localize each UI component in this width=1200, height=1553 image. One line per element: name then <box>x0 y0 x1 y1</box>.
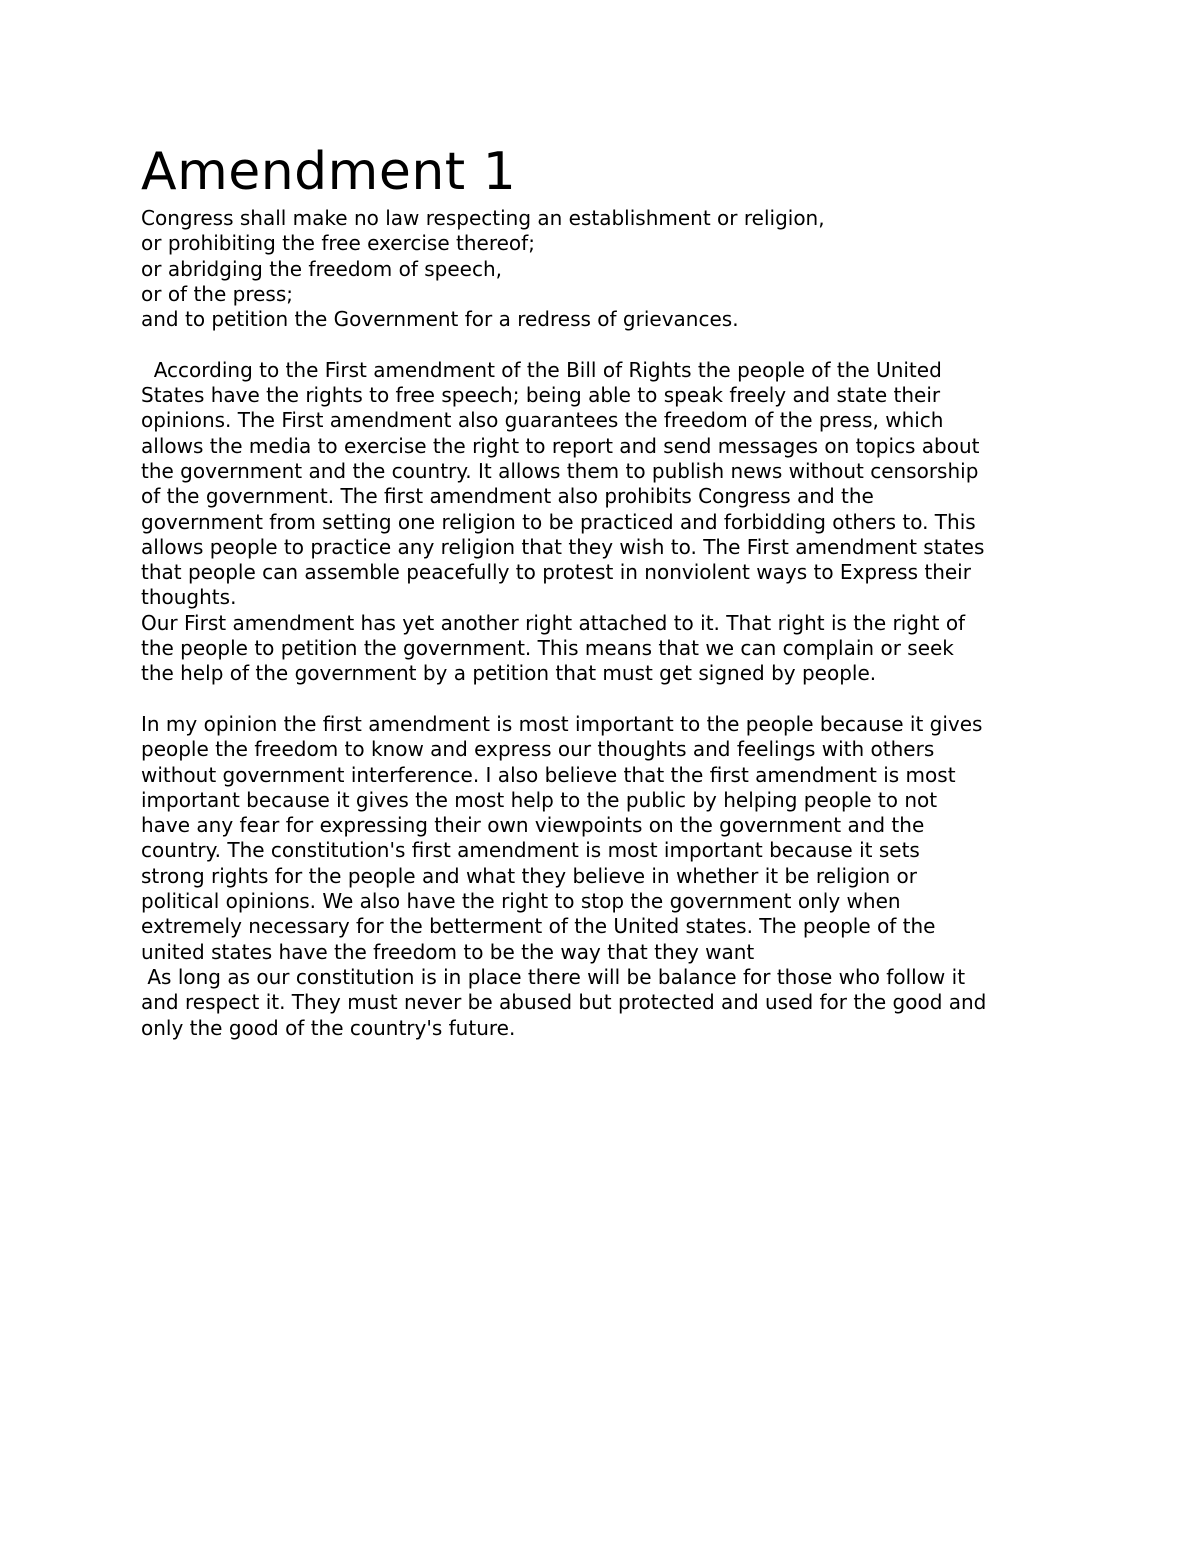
text-line: country. The constitution's first amendment is most important because it sets <box>141 838 920 863</box>
amendment-text <box>141 206 1071 332</box>
text-line: and respect it. They must never be abused but protected and used for the good and <box>141 990 987 1015</box>
text-line: opinions. The First amendment also guarantees the freedom of the press, which <box>141 408 944 433</box>
text-line: According to the First amendment of the Bill of Rights the people of the United <box>141 357 942 382</box>
paragraph-opinion <box>141 712 1071 1041</box>
text-line: or of the press; <box>141 281 293 306</box>
text-line: In my opinion the first amendment is most important to the people because it gives <box>141 711 983 736</box>
text-line: the government and the country. It allows them to publish news without censorship <box>141 458 979 483</box>
text-line: extremely necessary for the betterment of the United states. The people of the <box>141 914 936 939</box>
text-line: or abridging the freedom of speech, <box>141 256 502 281</box>
paragraph-rights <box>141 358 1071 687</box>
text-line: the people to petition the government. This means that we can complain or seek <box>141 636 954 661</box>
text-line: important because it gives the most help to the public by helping people to not <box>141 787 938 812</box>
text-line: or prohibiting the free exercise thereof; <box>141 231 535 256</box>
text-line: the help of the government by a petition that must get signed by people. <box>141 661 877 686</box>
text-line: government from setting one religion to be practiced and forbidding others to. This <box>141 509 976 534</box>
text-line: Congress shall make no law respecting an establishment or religion, <box>141 206 825 230</box>
text-line: allows the media to exercise the right to report and send messages on topics about <box>141 433 980 458</box>
text-line: and to petition the Government for a redress of grievances. <box>141 307 739 332</box>
document-title: Amendment 1 <box>141 142 517 202</box>
text-line: of the government. The first amendment also prohibits Congress and the <box>141 484 874 509</box>
blank-line <box>141 687 1071 712</box>
text-line: As long as our constitution is in place there will be balance for those who follow it <box>141 964 966 989</box>
text-line: States have the rights to free speech; being able to speak freely and state their <box>141 383 941 408</box>
text-line: thoughts. <box>141 585 237 610</box>
text-line: united states have the freedom to be the way that they want <box>141 939 755 964</box>
text-line: people the freedom to know and express our thoughts and feelings with others <box>141 737 935 762</box>
text-line: have any fear for expressing their own viewpoints on the government and the <box>141 813 925 838</box>
document-body <box>141 206 1071 1041</box>
blank-line <box>141 332 1071 357</box>
text-line: political opinions. We also have the right to stop the government only when <box>141 889 901 914</box>
text-line: that people can assemble peacefully to protest in nonviolent ways to Express their <box>141 560 971 585</box>
text-line: strong rights for the people and what they believe in whether it be religion or <box>141 863 917 888</box>
text-line: without government interference. I also believe that the first amendment is most <box>141 762 956 787</box>
text-line: Our First amendment has yet another right attached to it. That right is the right of <box>141 610 966 635</box>
text-line: only the good of the country's future. <box>141 1015 516 1040</box>
text-line: allows people to practice any religion that they wish to. The First amendment states <box>141 534 985 559</box>
